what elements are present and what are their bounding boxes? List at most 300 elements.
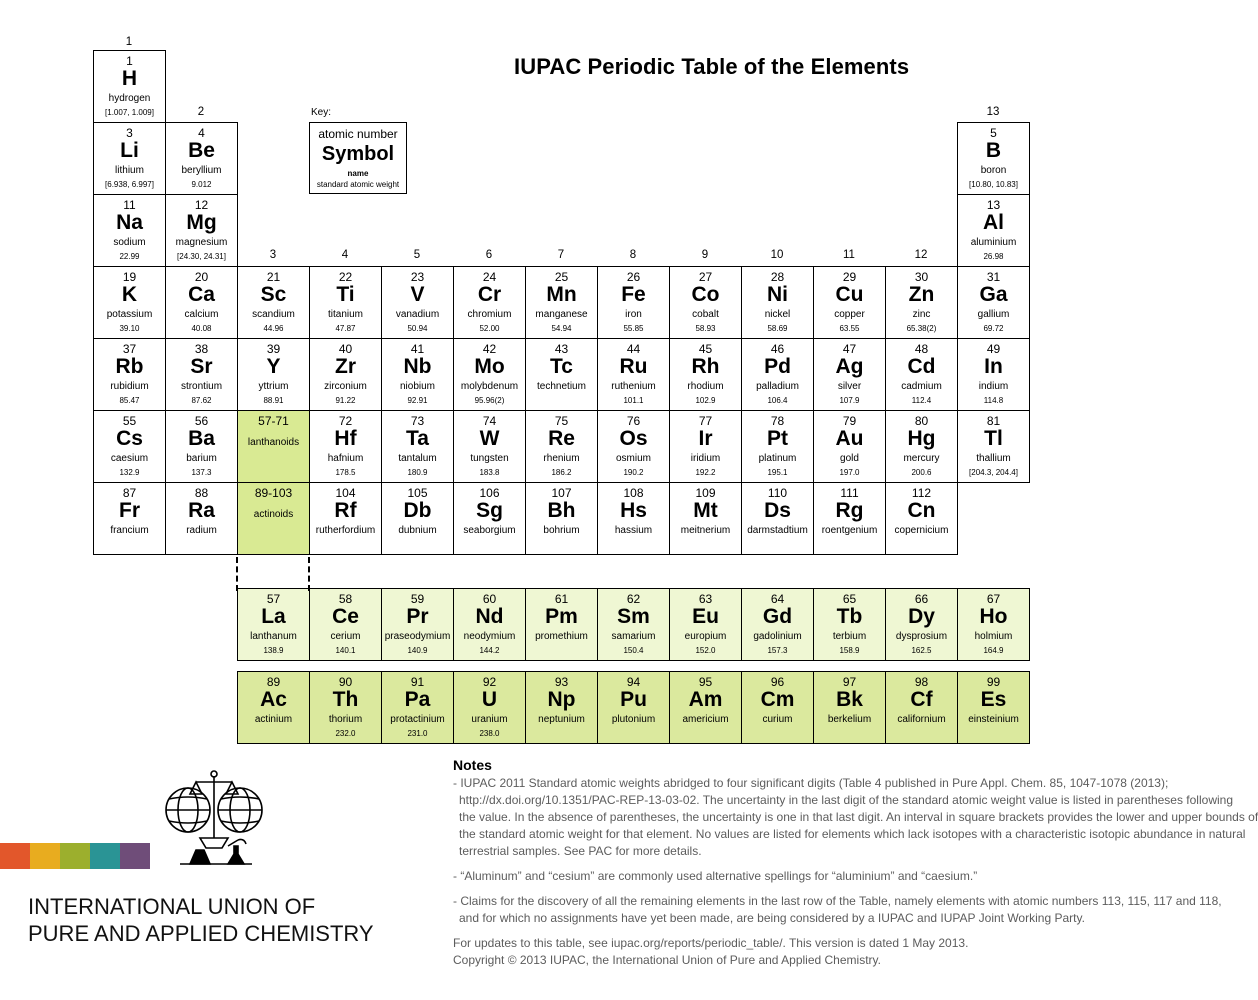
element-cell-pa [381,671,454,744]
element-name: uranium [471,714,508,725]
element-weight: 26.98 [983,252,1004,261]
element-cell-cf [885,671,958,744]
element-cell-sm [597,588,670,661]
element-symbol: Sc [260,283,287,306]
element-cell-rh [669,338,742,411]
element-weight: 164.9 [983,646,1004,655]
element-name: manganese [535,309,588,320]
element-name: lanthanum [250,631,297,642]
element-atomic-number: 11 [123,198,136,212]
element-name: americium [682,714,729,725]
element-symbol: Pu [620,688,647,711]
element-name: mercury [903,453,940,464]
notes-line: and for which no assignments have yet been made, are being considered by a IUPAC and IUPAP Joint Working Party. [459,911,1085,925]
element-symbol: Np [547,688,576,711]
element-name: samarium [611,631,656,642]
element-symbol: In [984,355,1003,378]
element-cell-eu [669,588,742,661]
element-weight: 132.9 [119,468,140,477]
notes-line: For updates to this table, see iupac.org/reports/periodic_table/. This version is dated 1 May 2013. [453,936,969,950]
element-name: plutonium [611,714,656,725]
element-cell-cm [741,671,814,744]
element-symbol: Cr [477,283,502,306]
element-atomic-number: 61 [554,592,569,606]
element-cell-hs [597,482,670,555]
element-weight: 102.9 [695,396,716,405]
element-symbol: Es [980,688,1007,711]
element-weight: 152.0 [695,646,716,655]
element-symbol: Ga [979,283,1008,306]
element-name: vanadium [395,309,440,320]
element-symbol: Fr [119,499,140,522]
element-atomic-number: 58 [338,592,353,606]
element-weight: 157.3 [767,646,788,655]
element-weight: 65.38(2) [906,324,937,333]
element-cell-gd [741,588,814,661]
element-cell-tl [957,410,1030,483]
element-name: strontium [180,381,223,392]
placeholder-label: lanthanoids [247,437,300,448]
element-symbol: Tb [836,605,863,628]
element-name: copernicium [894,525,949,536]
element-name: technetium [537,381,586,392]
element-weight: 52.00 [479,324,500,333]
element-cell-cr [453,266,526,339]
placeholder-label: actinoids [253,509,294,520]
element-atomic-number: 112 [911,486,932,500]
element-symbol: W [479,427,500,450]
element-atomic-number: 57 [266,592,281,606]
element-name: caesium [110,453,149,464]
element-atomic-number: 48 [914,342,929,356]
element-weight: 55.85 [623,324,644,333]
element-cell-k [93,266,166,339]
element-name: tantalum [398,453,437,464]
element-weight: 107.9 [839,396,860,405]
element-atomic-number: 97 [842,675,857,689]
element-symbol: Pa [404,688,431,711]
group-label-6: 6 [485,249,493,261]
color-stripe-1 [0,843,30,869]
element-name: zinc [912,309,931,320]
element-symbol: Hf [334,427,357,450]
element-atomic-number: 89 [266,675,281,689]
element-atomic-number: 60 [482,592,497,606]
element-weight: 101.1 [623,396,644,405]
element-atomic-number: 106 [479,486,500,500]
color-stripe-5 [120,843,150,869]
element-atomic-number: 46 [770,342,785,356]
element-weight: 95.96(2) [474,396,505,405]
element-name: titanium [327,309,363,320]
element-symbol: Al [983,211,1004,234]
element-name: rubidium [110,381,149,392]
element-atomic-number: 22 [338,270,353,284]
element-name: dubnium [398,525,437,536]
notes-heading: Notes [453,757,492,773]
element-symbol: Rh [691,355,720,378]
element-symbol: Cd [907,355,936,378]
notes-line: Copyright © 2013 IUPAC, the International Union of Pure and Applied Chemistry. [453,953,881,967]
element-cell-ga [957,266,1030,339]
element-weight: 186.2 [551,468,572,477]
element-name: tungsten [470,453,509,464]
element-weight: 39.10 [119,324,140,333]
element-symbol: Bh [547,499,576,522]
element-cell-w [453,410,526,483]
element-atomic-number: 24 [482,270,497,284]
element-cell-ni [741,266,814,339]
element-atomic-number: 40 [338,342,353,356]
element-weight: [24.30, 24.31] [177,252,226,261]
element-weight: 58.93 [695,324,716,333]
element-atomic-number: 43 [554,342,569,356]
element-weight: 140.9 [407,646,428,655]
element-cell-b [957,122,1030,195]
group-label-8: 8 [629,249,637,261]
element-symbol: Ir [698,427,713,450]
element-name: beryllium [181,165,222,176]
element-cell-ba [165,410,238,483]
group-label-11: 11 [843,249,855,261]
element-weight: [6.938, 6.997] [105,180,154,189]
element-atomic-number: 74 [482,414,497,428]
element-atomic-number: 109 [695,486,716,500]
group-label-13: 13 [986,106,1000,118]
notes-lines [453,775,1258,969]
element-name: hafnium [327,453,364,464]
element-symbol: Li [120,139,139,162]
element-atomic-number: 29 [842,270,857,284]
element-weight: 91.22 [335,396,356,405]
element-atomic-number: 75 [554,414,569,428]
element-weight: 47.87 [335,324,356,333]
element-weight: 178.5 [335,468,356,477]
color-stripe-4 [90,843,120,869]
element-atomic-number: 110 [767,486,788,500]
element-cell-mo [453,338,526,411]
element-symbol: Db [403,499,432,522]
element-cell-es [957,671,1030,744]
element-weight: 50.94 [407,324,428,333]
color-stripe-3 [60,843,90,869]
element-name: gadolinium [753,631,802,642]
element-symbol: Pd [764,355,791,378]
element-symbol: Ca [188,283,215,306]
element-atomic-number: 27 [698,270,713,284]
element-name: thallium [976,453,1011,464]
element-atomic-number: 63 [698,592,713,606]
element-name: rhenium [543,453,580,464]
element-atomic-number: 91 [410,675,425,689]
element-name: terbium [832,631,867,642]
element-symbol: Os [619,427,648,450]
element-cell-sc [237,266,310,339]
element-name: niobium [399,381,436,392]
element-symbol: Ac [260,688,287,711]
element-name: nickel [764,309,791,320]
page-title: IUPAC Periodic Table of the Elements [514,54,910,79]
element-name: gallium [977,309,1010,320]
element-name: cadmium [901,381,942,392]
element-symbol: Mg [186,211,217,234]
element-atomic-number: 20 [194,270,209,284]
element-cell-zr [309,338,382,411]
element-atomic-number: 26 [626,270,641,284]
element-weight: 40.08 [191,324,212,333]
element-symbol: Tl [984,427,1003,450]
placeholder-range: 57-71 [258,414,289,428]
element-atomic-number: 25 [554,270,569,284]
element-weight: 114.8 [983,396,1004,405]
group-label-12: 12 [914,249,928,261]
element-cell-tc [525,338,598,411]
group-label-1: 1 [125,36,133,48]
element-symbol: Eu [692,605,719,628]
element-weight: 232.0 [335,729,356,738]
element-atomic-number: 76 [626,414,641,428]
element-name: platinum [758,453,797,464]
key-label: Key: [311,107,332,118]
element-cell-ra [165,482,238,555]
group-label-9: 9 [701,249,709,261]
element-symbol: Rf [334,499,357,522]
group-label-7: 7 [557,249,565,261]
element-cell-ti [309,266,382,339]
element-cell-ta [381,410,454,483]
element-name: bohrium [543,525,580,536]
element-atomic-number: 65 [842,592,857,606]
element-cell-cs [93,410,166,483]
element-atomic-number: 49 [986,342,1001,356]
element-name: chromium [467,309,512,320]
element-name: neptunium [538,714,585,725]
element-name: osmium [615,453,651,464]
element-name: palladium [756,381,799,392]
element-weight: 190.2 [623,468,644,477]
element-weight: [10.80, 10.83] [969,180,1018,189]
organization-line-2: PURE AND APPLIED CHEMISTRY [28,921,374,946]
group-label-5: 5 [413,249,421,261]
element-cell-mn [525,266,598,339]
element-symbol: Hs [620,499,647,522]
element-atomic-number: 107 [551,486,572,500]
element-atomic-number: 37 [122,342,137,356]
element-weight: 197.0 [839,468,860,477]
element-cell-th [309,671,382,744]
element-cell-re [525,410,598,483]
element-cell-y [237,338,310,411]
element-atomic-number: 12 [194,198,209,212]
element-weight: 106.4 [767,396,788,405]
element-name: lithium [115,165,144,176]
element-name: zirconium [324,381,367,392]
element-cell-ho [957,588,1030,661]
element-cell-ac [237,671,310,744]
element-symbol: Pm [545,605,578,628]
element-atomic-number: 13 [986,198,1001,212]
element-name: radium [186,525,217,536]
element-symbol: Re [548,427,575,450]
element-name: hassium [614,525,653,536]
element-cell-bh [525,482,598,555]
element-cell-la [237,588,310,661]
element-atomic-number: 41 [410,342,425,356]
element-atomic-number: 92 [482,675,497,689]
element-atomic-number: 67 [986,592,1001,606]
organization-line-1: INTERNATIONAL UNION OF [28,894,316,919]
element-name: curium [762,714,793,725]
element-name: actinium [254,714,293,725]
element-symbol: Zr [335,355,356,378]
element-symbol: Ce [332,605,359,628]
element-atomic-number: 59 [410,592,425,606]
element-atomic-number: 55 [122,414,137,428]
element-name: francium [110,525,149,536]
element-name: calcium [184,309,219,320]
key-atomic-number: atomic number [318,127,398,141]
element-symbol: Ti [336,283,355,306]
element-cell-na [93,194,166,267]
element-cell-v [381,266,454,339]
element-symbol: Be [188,139,215,162]
element-atomic-number: 93 [554,675,569,689]
element-name: protactinium [390,714,445,725]
element-atomic-number: 45 [698,342,713,356]
element-cell-mg [165,194,238,267]
element-symbol: Fe [621,283,646,306]
element-weight: 180.9 [407,468,428,477]
color-stripes [0,843,150,869]
element-symbol: Sr [190,355,213,378]
group-label-3: 3 [269,249,277,261]
element-atomic-number: 21 [266,270,281,284]
element-weight: [204.3, 204.4] [969,468,1018,477]
element-name: sodium [113,237,146,248]
element-atomic-number: 72 [338,414,353,428]
element-atomic-number: 87 [122,486,137,500]
element-symbol: Cf [910,688,933,711]
element-cell-pm [525,588,598,661]
element-weight: 200.6 [911,468,932,477]
element-symbol: Ni [767,283,788,306]
element-cell-ir [669,410,742,483]
element-atomic-number: 80 [914,414,929,428]
element-atomic-number: 105 [407,486,428,500]
element-atomic-number: 4 [198,126,205,140]
element-cell-h [93,50,166,123]
element-name: holmium [974,631,1013,642]
element-symbol: Au [835,427,864,450]
element-atomic-number: 111 [840,486,859,500]
element-cell-u [453,671,526,744]
lanthanoids-placeholder [237,410,310,483]
element-atomic-number: 104 [335,486,356,500]
element-symbol: Bk [836,688,863,711]
element-weight: 58.69 [767,324,788,333]
placeholder-range: 89-103 [254,486,293,500]
element-symbol: Sg [476,499,503,522]
key-weight: standard atomic weight [316,180,400,189]
element-name: cobalt [692,309,719,320]
element-name: praseodymium [384,631,451,642]
element-atomic-number: 66 [914,592,929,606]
element-atomic-number: 94 [626,675,641,689]
key-box [309,122,407,194]
element-weight: 88.91 [263,396,284,405]
organization-name [28,893,374,947]
element-name: seaborgium [463,525,516,536]
element-cell-rf [309,482,382,555]
element-symbol: Nb [403,355,432,378]
element-atomic-number: 56 [194,414,209,428]
element-atomic-number: 42 [482,342,497,356]
element-name: gold [840,453,859,464]
element-cell-rb [93,338,166,411]
element-symbol: La [261,605,286,628]
element-cell-mt [669,482,742,555]
iupac-emblem-icon [160,768,268,868]
element-atomic-number: 5 [990,126,997,140]
element-name: hydrogen [108,93,151,104]
element-name: magnesium [175,237,228,248]
element-atomic-number: 77 [698,414,713,428]
notes-line: the standard atomic weight for that element. No values are listed for elements which lack isotopes with a characteristic isotopic abundance in natural [459,827,1246,841]
element-symbol: Rb [115,355,144,378]
notes-line: http://dx.doi.org/10.1351/PAC-REP-13-03-02. The uncertainty in the last digit of the standard atomic weight value is listed in parentheses following [459,793,1233,807]
element-cell-nd [453,588,526,661]
element-name: copper [834,309,865,320]
notes-spacer [453,927,1013,935]
element-weight: 183.8 [479,468,500,477]
element-cell-rg [813,482,886,555]
element-name: silver [837,381,862,392]
element-cell-pu [597,671,670,744]
element-name: molybdenum [460,381,519,392]
element-name: europium [684,631,727,642]
element-cell-am [669,671,742,744]
element-cell-fe [597,266,670,339]
element-atomic-number: 39 [266,342,281,356]
notes-section [453,757,1258,969]
element-atomic-number: 81 [986,414,1001,428]
element-symbol: Ra [188,499,215,522]
notes-spacer [453,885,1013,893]
element-cell-hg [885,410,958,483]
notes-line: - “Aluminum” and “cesium” are commonly used alternative spellings for “aluminium” and “caesium.” [453,869,978,883]
element-symbol: U [481,688,498,711]
element-name: promethium [535,631,588,642]
element-cell-pr [381,588,454,661]
element-name: cerium [330,631,361,642]
dashed-connector-right [308,557,310,591]
element-symbol: Cs [116,427,143,450]
key-symbol: Symbol [321,143,395,165]
element-weight: 150.4 [623,646,644,655]
element-cell-tb [813,588,886,661]
element-weight: 162.5 [911,646,932,655]
element-atomic-number: 62 [626,592,641,606]
element-name: neodymium [463,631,516,642]
element-cell-hf [309,410,382,483]
element-weight: 137.3 [191,468,212,477]
element-atomic-number: 44 [626,342,641,356]
element-symbol: Ta [406,427,429,450]
element-weight: 87.62 [191,396,212,405]
element-weight: 9.012 [191,180,212,189]
element-atomic-number: 90 [338,675,353,689]
element-atomic-number: 73 [410,414,425,428]
